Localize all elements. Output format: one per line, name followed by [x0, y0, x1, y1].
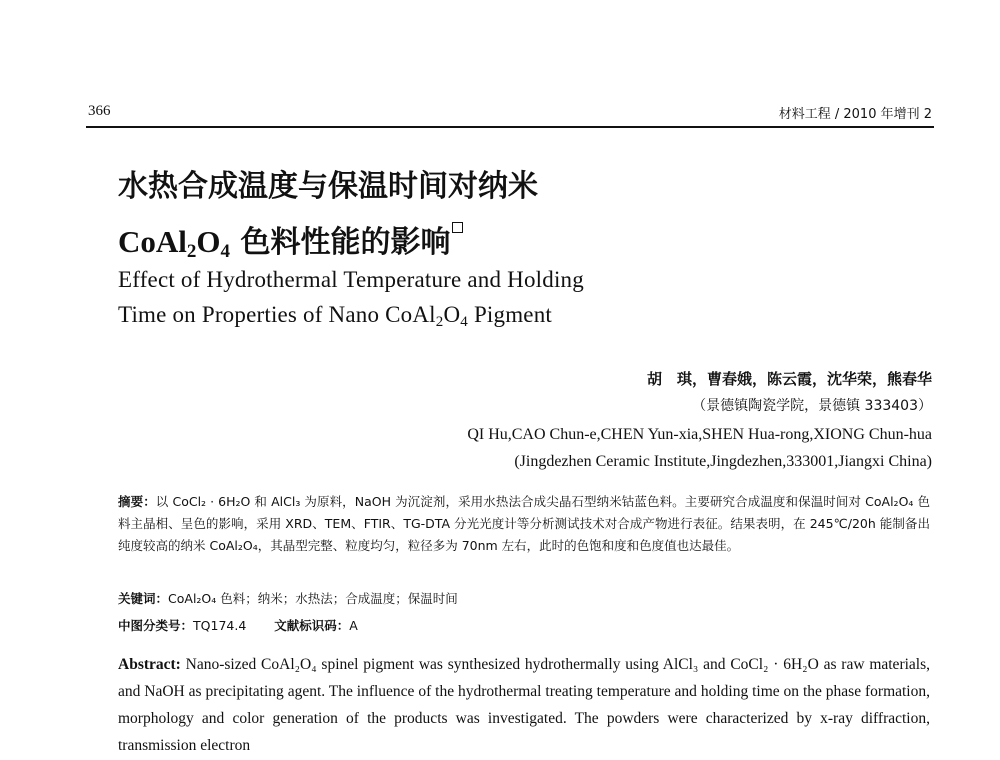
abstract-en-label: Abstract: — [118, 656, 181, 673]
title-cn-line2-text: 色料性能的影响 — [240, 225, 451, 260]
title-formula: $CoAl_2O_4$ — [118, 224, 231, 262]
doc-code-value: A — [349, 618, 358, 633]
abstract-cn-label: 摘要： — [118, 494, 156, 509]
clc-value: TQ174.4 — [193, 618, 247, 633]
page-number: 366 — [88, 103, 111, 119]
abstract-en — [118, 651, 930, 759]
keywords-label: 关键词： — [118, 591, 169, 606]
title-cn-line1: 水热合成温度与保温时间对纳米 — [118, 169, 538, 204]
header-rule — [86, 126, 934, 128]
affiliation-en: (Jingdezhen Ceramic Institute,Jingdezhen,333001,Jiangxi China) — [514, 453, 932, 470]
journal-header: 材料工程 / 2010 年增刊 2 — [778, 107, 932, 122]
title-cn-line2 — [118, 222, 463, 262]
abstract-en-text: Nano-sized CoAl₂O₄ spinel pigment was synthesized hydrothermally using AlCl₃ and CoCl₂ · 6H₂O as raw materials, and NaOH as precipitating agent. The influence of the hydrothermal treating temperature and holding time on the phase formation, morphology and color generation of the products was investigated. The powders were characterized by x-ray diffraction, transmission electron — [118, 656, 931, 754]
authors-cn: 胡 琪，曹春娥，陈云霞，沈华荣，熊春华 — [646, 370, 932, 388]
title-en-line2: Time on Properties of Nano $CoAl_2O_4$ Pigment — [118, 302, 553, 330]
footnote-box-icon — [452, 222, 463, 233]
clc-label: 中图分类号： — [118, 618, 194, 633]
classification — [118, 620, 358, 633]
authors-en: QI Hu,CAO Chun-e,CHEN Yun-xia,SHEN Hua-rong,XIONG Chun-hua — [467, 426, 932, 443]
title-en-line1: Effect of Hydrothermal Temperature and Holding — [118, 267, 584, 292]
abstract-cn — [118, 491, 930, 557]
title-en-line2-suffix: Pigment — [473, 302, 553, 327]
abstract-cn-text: 以 CoCl₂ · 6H₂O 和 AlCl₃ 为原料，NaOH 为沉淀剂，采用水热法合成尖晶石型纳米钴蓝色料。主要研究合成温度和保温时间对 CoAl₂O₄ 色料主晶相、呈色的影响，采用 XRD、TEM、FTIR、TG-DTA 分光光度计等分析测试技术对合成产物进行表征。结果表明，在 245℃/20h 能制备出纯度较高的纳米 CoAl₂O₄，其晶型完整、粒度均匀，粒径多为 70nm 左右，此时的色饱和度和色度值也达最佳。 — [118, 494, 930, 553]
keywords — [118, 593, 458, 606]
title-en-line2-prefix: Time on Properties of Nano CoAl — [118, 302, 436, 327]
affiliation-cn: （景德镇陶瓷学院，景德镇 333403） — [692, 398, 932, 414]
keywords-text: CoAl₂O₄ 色料；纳米；水热法；合成温度；保温时间 — [168, 591, 458, 606]
doc-code-label: 文献标识码： — [274, 618, 350, 633]
